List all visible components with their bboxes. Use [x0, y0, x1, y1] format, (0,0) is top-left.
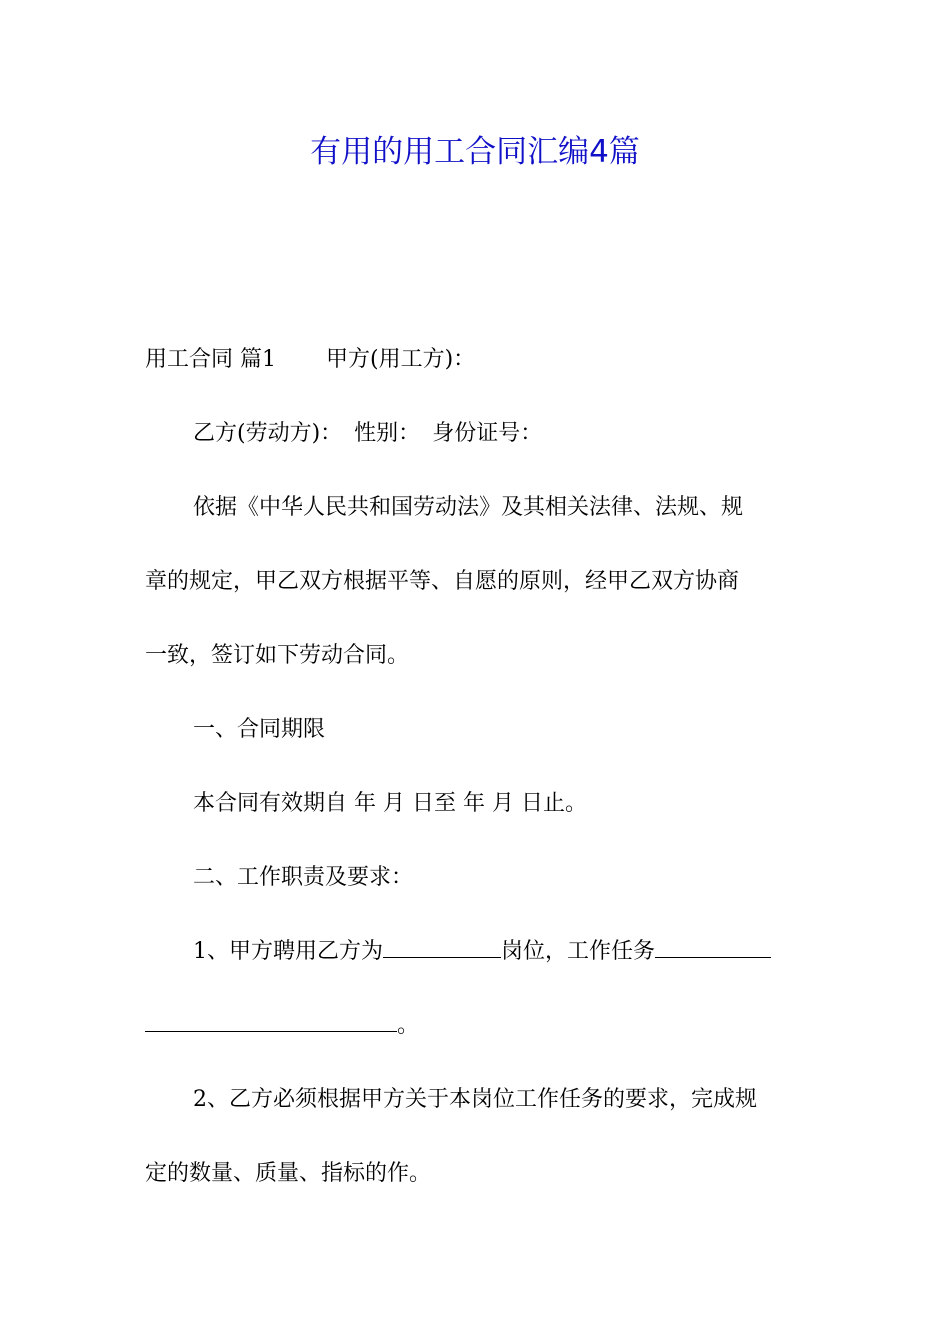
section-heading: 二、工作职责及要求： — [193, 865, 414, 890]
period-mark: 。 — [397, 1013, 420, 1038]
paragraph-line: 依据《中华人民共和国劳动法》及其相关法律、法规、规 — [193, 495, 744, 520]
paragraph-line: 一致，签订如下劳动合同。 — [145, 643, 410, 668]
paragraph-line: 2、乙方必须根据甲方关于本岗位工作任务的要求，完成规 — [193, 1087, 757, 1112]
paragraph-line: 定的数量、质量、指标的作。 — [145, 1161, 432, 1186]
job-position-prefix: 1、甲方聘用乙方为 — [193, 939, 383, 964]
job-duty-line — [193, 932, 771, 972]
party-b-line — [193, 414, 542, 454]
paragraph-line: 章的规定，甲乙双方根据平等、自愿的原则，经甲乙双方协商 — [145, 569, 740, 594]
section-heading: 一、合同期限 — [193, 717, 326, 742]
task-blank-continued — [145, 1009, 397, 1032]
party-a-label: 甲方(用工方)： — [326, 347, 476, 372]
party-b-label: 乙方(劳动方)： — [193, 421, 343, 446]
position-blank — [383, 935, 501, 958]
task-blank — [655, 935, 771, 958]
job-task-label: 岗位，工作任务 — [501, 939, 656, 964]
contract-number: 用工合同 篇1 — [145, 347, 276, 372]
id-number-label: 身份证号： — [432, 421, 543, 446]
contract-header-line — [145, 340, 475, 380]
job-duty-continuation — [145, 1006, 419, 1046]
gender-label: 性别： — [354, 421, 421, 446]
paragraph-line: 本合同有效期自 年 月 日至 年 月 日止。 — [193, 791, 587, 816]
document-title: 有用的用工合同汇编4篇 — [310, 134, 640, 170]
